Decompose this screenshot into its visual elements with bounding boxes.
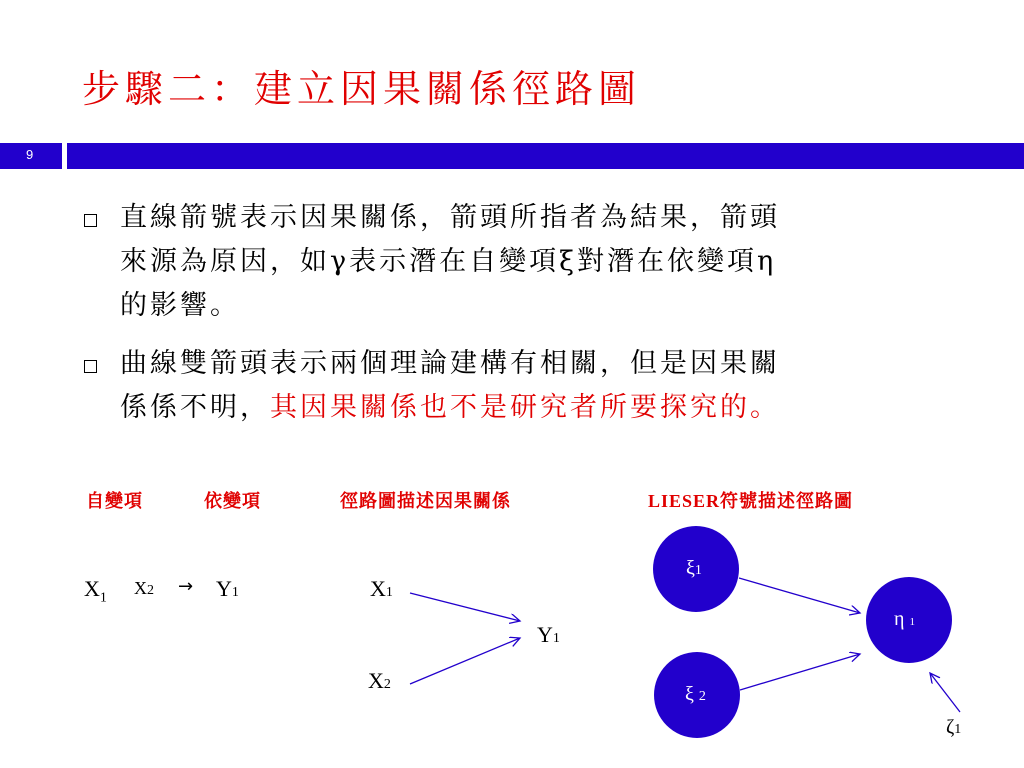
xi1-label: ξ1 bbox=[686, 557, 702, 579]
slide-title: 步驟二：建立因果關係徑路圖 bbox=[82, 67, 642, 111]
label-path-description: 徑路圖描述因果關係 bbox=[340, 491, 511, 512]
lieser-arrow-zeta1-eta1 bbox=[930, 673, 960, 712]
bullet-line: 直線箭號表示因果關係，箭頭所指者為結果，箭頭 bbox=[120, 202, 780, 233]
eta1-label: η 1 bbox=[894, 608, 915, 630]
path-arrow-x2-y1 bbox=[410, 638, 520, 684]
simple-y1: Y1 bbox=[216, 576, 239, 601]
path-x1: X1 bbox=[370, 576, 393, 601]
bullet-line: 的影響。 bbox=[120, 290, 240, 321]
bullet-text-emphasis: 其因果關係也不是研究者所要探究的。 bbox=[270, 392, 780, 423]
lieser-arrow-xi1-eta1 bbox=[739, 578, 860, 613]
zeta1-label: ζ1 bbox=[946, 716, 962, 738]
simple-x1: $X_1$ bbox=[84, 576, 107, 606]
path-arrow-x1-y1 bbox=[410, 593, 520, 621]
bullet-line: 來源為原因，如γ表示潛在自變項ξ對潛在依變項η bbox=[120, 246, 777, 277]
label-lieser-description: LIESER符號描述徑路圖 bbox=[648, 491, 854, 511]
slide-number: 9 bbox=[26, 147, 34, 162]
simple-x2: X2 bbox=[134, 578, 154, 598]
label-independent: 自變項 bbox=[86, 491, 143, 512]
path-y1: Y1 bbox=[537, 622, 560, 647]
path-x2: X2 bbox=[368, 668, 391, 693]
xi2-label: ξ 2 bbox=[685, 683, 706, 705]
simple-arrow: → bbox=[178, 576, 194, 597]
lieser-arrow-xi2-eta1 bbox=[740, 654, 860, 690]
label-dependent: 依變項 bbox=[204, 491, 261, 512]
bullet-line: 曲線雙箭頭表示兩個理論建構有相關，但是因果關 bbox=[120, 348, 780, 379]
bullet-text-normal: 係係不明， bbox=[120, 392, 270, 423]
